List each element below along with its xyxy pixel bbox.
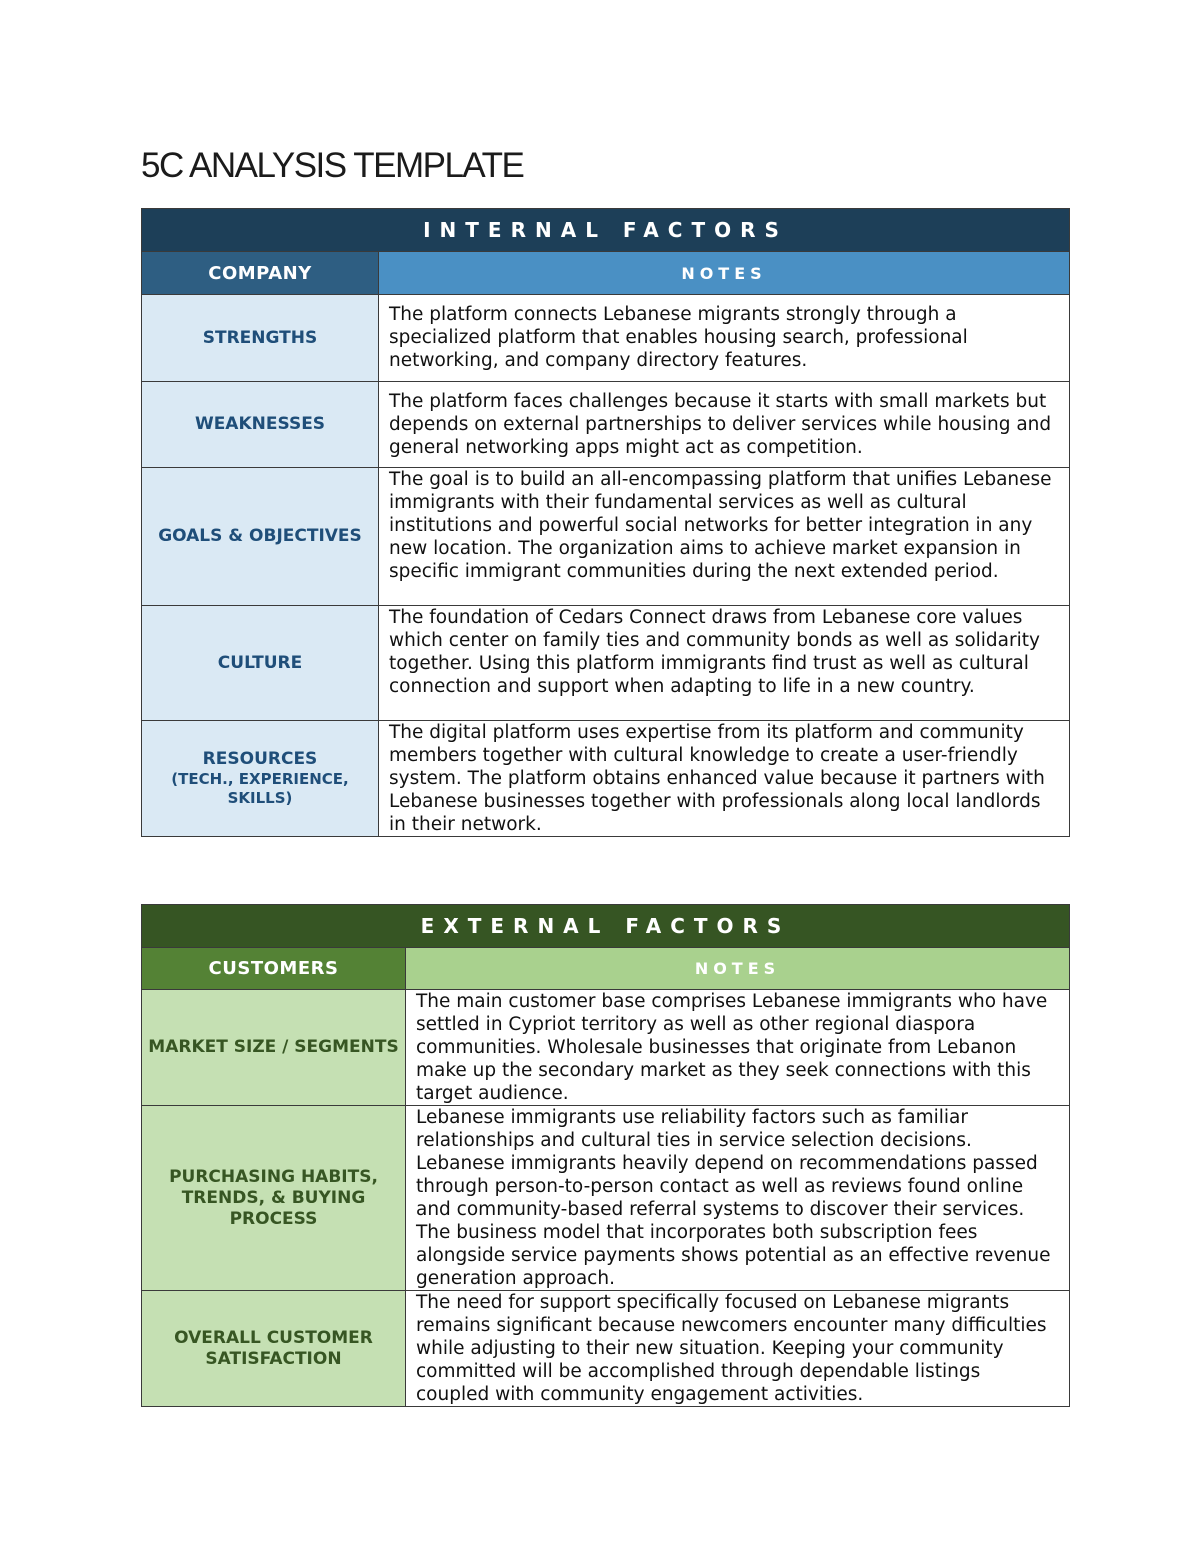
row-label-strengths: STRENGTHS [142,295,379,382]
row-note-market-size: The main customer base comprises Lebanese immigrants who have settled in Cypriot territory as well as other regional diaspora communities. Wholesale businesses that originate from Lebanon make up the secondary market as they seek connections with this target audience. [406,990,1070,1106]
company-column-header: COMPANY [142,252,379,295]
row-label-market-size: MARKET SIZE / SEGMENTS [142,990,406,1106]
table-row [142,1291,1070,1407]
notes-column-header: NOTES [406,948,1070,990]
external-header-row [142,948,1070,990]
row-label-goals-objectives: GOALS & OBJECTIVES [142,468,379,606]
row-label-purchasing-habits: PURCHASING HABITS, TRENDS, & BUYING PROCESS [142,1106,406,1291]
resources-sublabel: (TECH., EXPERIENCE, SKILLS) [171,770,349,807]
table-row [142,382,1070,468]
row-note-weaknesses: The platform faces challenges because it starts with small markets but depends on external partnerships to deliver services while housing and general networking apps might act as competition. [379,382,1070,468]
page-title: 5C ANALYSIS TEMPLATE [141,146,524,185]
row-note-strengths: The platform connects Lebanese migrants strongly through a specialized platform that enables housing search, professional networking, and company directory features. [379,295,1070,382]
table-row [142,721,1070,837]
row-note-goals-objectives: The goal is to build an all-encompassing platform that unifies Lebanese immigrants with their fundamental services as well as cultural institutions and powerful social networks for better integration in any new location. The organization aims to achieve market expansion in specific immigrant communities during the next extended period. [379,468,1070,606]
external-factors-heading: EXTERNAL FACTORS [142,905,1070,948]
internal-band-row [142,209,1070,252]
table-row [142,468,1070,606]
table-row [142,1106,1070,1291]
row-note-customer-satisfaction: The need for support specifically focused on Lebanese migrants remains significant because newcomers encounter many difficulties while adjusting to their new situation. Keeping your community committed will be accomplished through dependable listings coupled with community engagement activities. [406,1291,1070,1407]
row-note-culture: The foundation of Cedars Connect draws from Lebanese core values which center on family ties and community bonds as well as solidarity together. Using this platform immigrants find trust as well as cultural connection and support when adapting to life in a new country. [379,606,1070,721]
internal-factors-table [141,208,1070,837]
row-note-resources: The digital platform uses expertise from its platform and community members together with cultural knowledge to create a user-friendly system. The platform obtains enhanced value because it partners with Lebanese businesses together with professionals along local landlords in their network. [379,721,1070,837]
row-label-resources: RESOURCES (TECH., EXPERIENCE, SKILLS) [142,721,379,837]
customers-column-header: CUSTOMERS [142,948,406,990]
notes-column-header: NOTES [379,252,1070,295]
external-factors-table [141,904,1070,1407]
row-label-culture: CULTURE [142,606,379,721]
table-row [142,990,1070,1106]
row-note-purchasing-habits: Lebanese immigrants use reliability factors such as familiar relationships and cultural ties in service selection decisions. Lebanese immigrants heavily depend on recommendations passed through person-to-person contact as well as reviews found online and community-based referral systems to discover their services. The business model that incorporates both subscription fees alongside service payments shows potential as an effective revenue generation approach. [406,1106,1070,1291]
row-label-customer-satisfaction: OVERALL CUSTOMER SATISFACTION [142,1291,406,1407]
row-label-weaknesses: WEAKNESSES [142,382,379,468]
internal-factors-heading: INTERNAL FACTORS [142,209,1070,252]
external-band-row [142,905,1070,948]
table-row [142,606,1070,721]
internal-header-row [142,252,1070,295]
table-row [142,295,1070,382]
